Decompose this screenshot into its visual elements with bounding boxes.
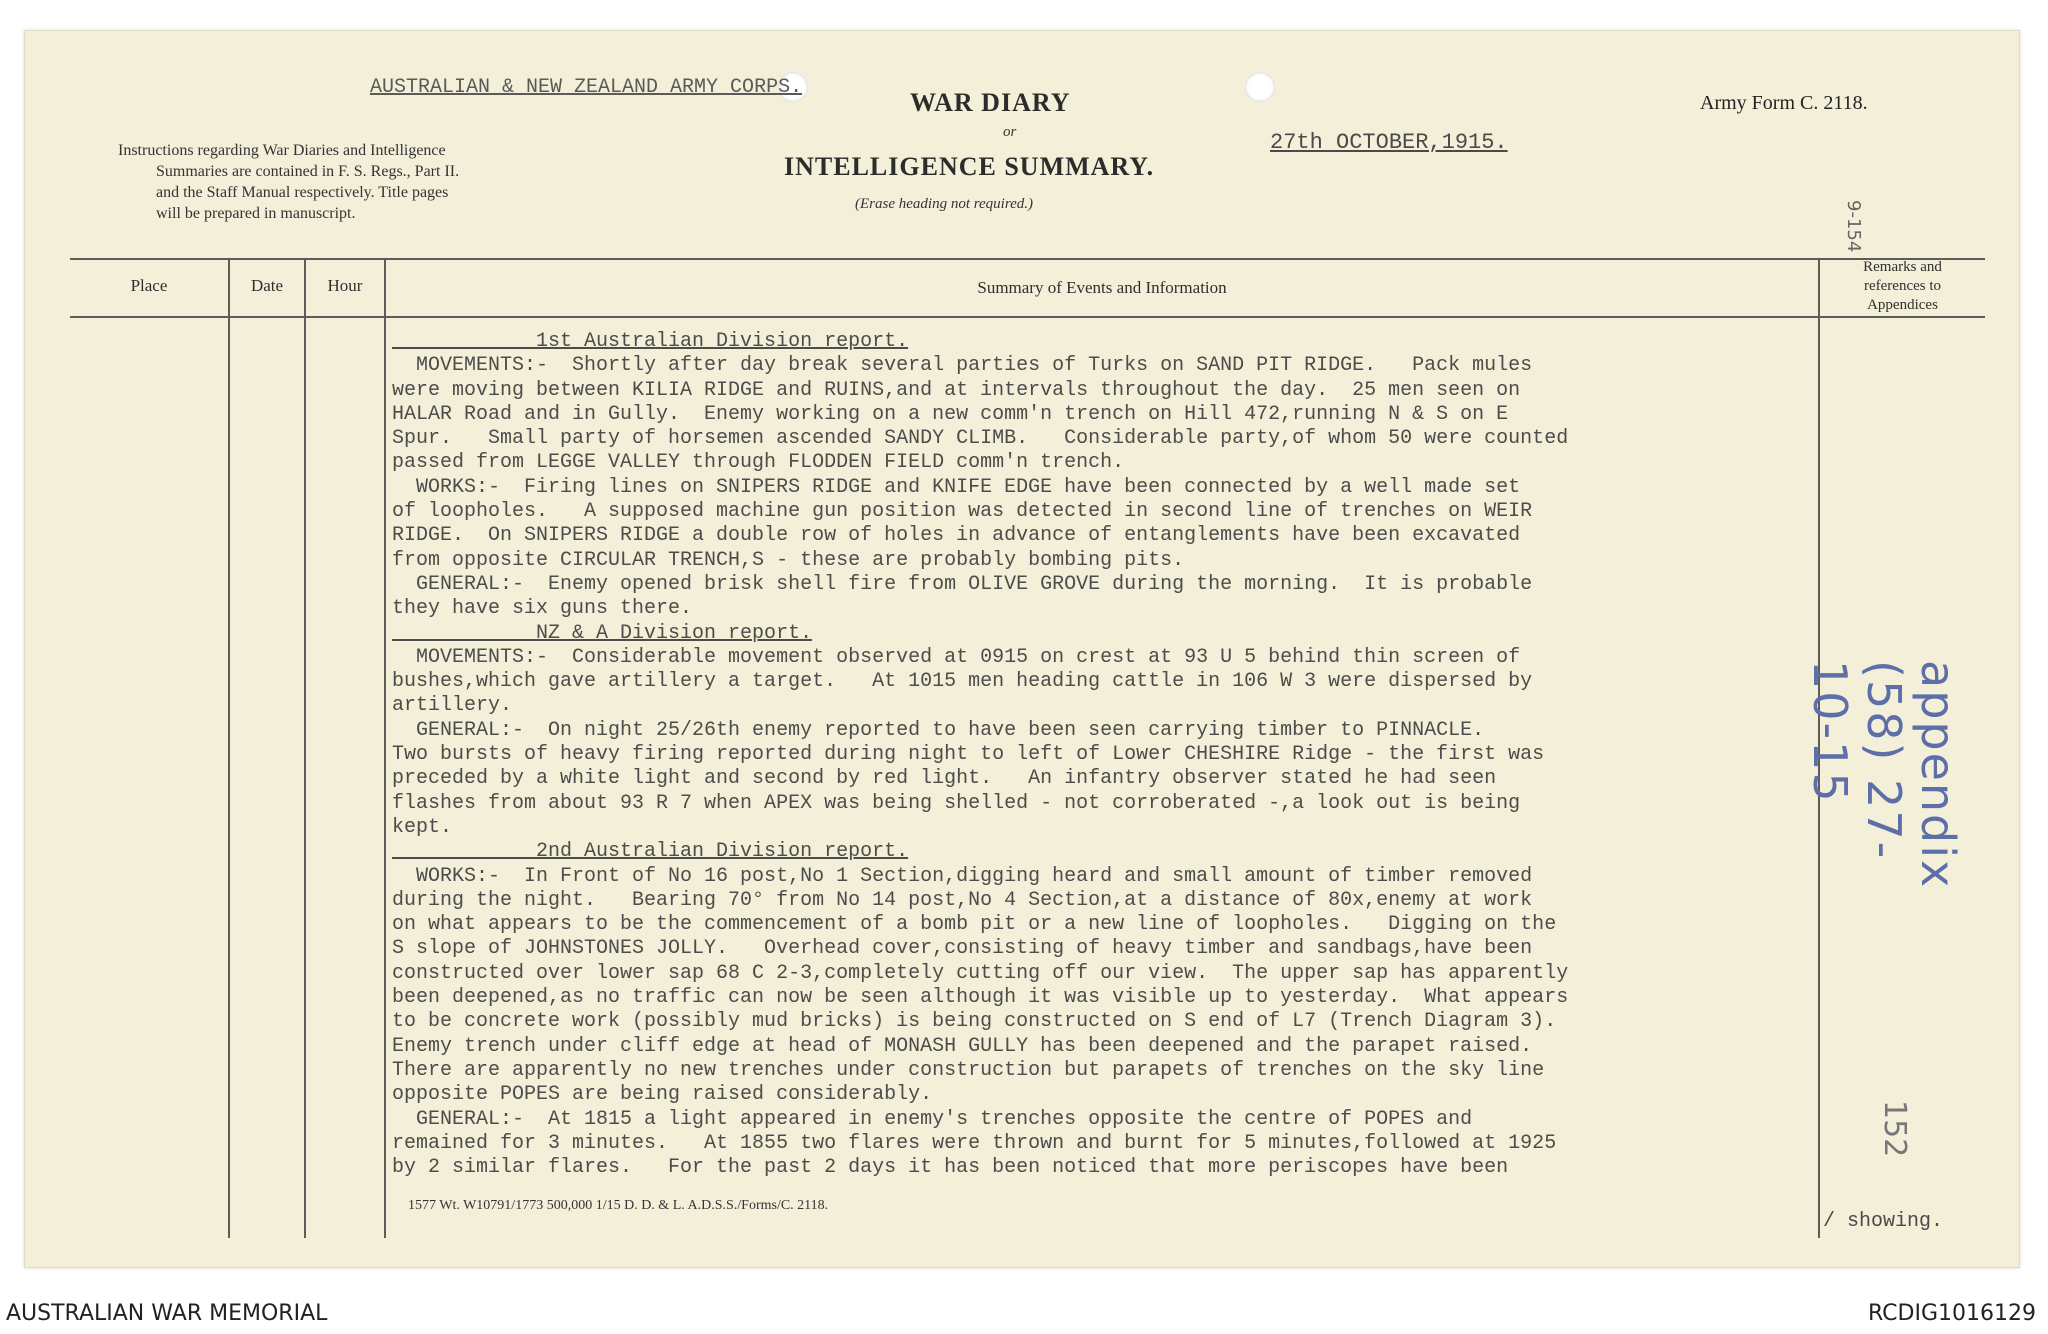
printer-imprint: 1577 Wt. W10791/1773 500,000 1/15 D. D. & L. A.D.S.S./Forms/C. 2118. [408,1198,829,1213]
summary-body [392,330,1842,1180]
summary-line: passed from LEGGE VALLEY through FLODDEN FIELD comm'n trench. [392,451,1125,475]
summary-line: There are apparently no new trenches under construction but parapets of trenches on the sky line [392,1058,1545,1082]
continuation-word: / showing. [1823,1210,1944,1233]
summary-line: flashes from about 93 R 7 when APEX was being shelled - not corroberated -,a look out is being [392,791,1521,815]
handwritten-page-number: 152 [1877,1100,1912,1158]
column-divider-hour [384,258,386,1238]
handwritten-reference: 9-154 [1843,200,1864,253]
summary-line: Spur. Small party of horsemen ascended SANDY CLIMB. Considerable party,of whom 50 were counted [392,427,1569,451]
archive-caption-right: RCDIG1016129 [1867,1301,2036,1326]
summary-line: of loopholes. A supposed machine gun position was detected in second line of trenches on WEIR [392,500,1533,524]
instructions-line: Summaries are contained in F. S. Regs., Part II. [156,163,460,180]
or-label: or [1003,124,1017,140]
summary-line: to be concrete work (possibly mud bricks) is being constructed on S end of L7 (Trench Diagram 3). [392,1010,1557,1034]
summary-line: during the night. Bearing 70° from No 14 post,No 4 Section,at a distance of 80x,enemy at work [392,888,1533,912]
instructions-line: will be prepared in manuscript. [156,205,356,222]
army-form-number: Army Form C. 2118. [1700,92,1868,114]
remarks-header-line: Appendices [1867,297,1938,313]
remarks-header-line: references to [1863,278,1942,294]
summary-line: were moving between KILIA RIDGE and RUINS,and at intervals throughout the day. 25 men seen on [392,378,1521,402]
handwritten-appendix-note: appendix (58) 27-10-15 [1803,660,1965,890]
summary-line: on what appears to be the commencement of a bomb pit or a new line of loopholes. Digging on the [392,913,1557,937]
summary-line: from opposite CIRCULAR TRENCH,S - these are probably bombing pits. [392,548,1185,572]
summary-line: bushes,which gave artillery a target. At 1015 men heading cattle in 106 W 3 were dispersed by [392,670,1533,694]
column-header-remarks [1820,258,1985,315]
column-header-place: Place [130,276,168,295]
erase-note: (Erase heading not required.) [855,196,1034,212]
report-heading: 2nd Australian Division report. [392,840,909,864]
instructions-note [118,140,578,224]
corps-heading: AUSTRALIAN & NEW ZEALAND ARMY CORPS. [370,76,803,99]
summary-line: MOVEMENTS:- Shortly after day break several parties of Turks on SAND PIT RIDGE. Pack mules [392,354,1533,378]
summary-line: WORKS:- Firing lines on SNIPERS RIDGE and KNIFE EDGE have been connected by a well made set [392,475,1521,499]
summary-line: GENERAL:- Enemy opened brisk shell fire from OLIVE GROVE during the morning. It is probable [392,572,1533,596]
column-header-hour: Hour [327,276,363,295]
summary-line: Enemy trench under cliff edge at head of MONASH GULLY has been deepened and the parapet raised. [392,1034,1533,1058]
remarks-header-line: Remarks and [1863,259,1942,275]
summary-line: RIDGE. On SNIPERS RIDGE a double row of holes in advance of entanglements have been excavated [392,524,1521,548]
instructions-line: and the Staff Manual respectively. Title pages [156,184,449,201]
summary-line: artillery. [392,694,513,718]
punch-hole-right [1245,72,1275,102]
table-header-rule [70,316,1985,318]
archive-caption-left: AUSTRALIAN WAR MEMORIAL [6,1301,328,1326]
diary-date: 27th OCTOBER,1915. [1270,130,1508,155]
summary-line: kept. [392,815,453,839]
summary-line: opposite POPES are being raised considerably. [392,1083,933,1107]
summary-line: constructed over lower sap 68 C 2-3,completely cutting off our view. The upper sap has apparently [392,961,1569,985]
summary-line: MOVEMENTS:- Considerable movement observed at 0915 on crest at 93 U 5 behind thin screen of [392,645,1521,669]
summary-line: by 2 similar flares. For the past 2 days it has been noticed that more periscopes have been [392,1156,1509,1180]
summary-line: HALAR Road and in Gully. Enemy working on a new comm'n trench on Hill 472,running N & S on E [392,402,1509,426]
summary-line: Two bursts of heavy firing reported during night to left of Lower CHESHIRE Ridge - the first was [392,743,1545,767]
summary-line: S slope of JOHNSTONES JOLLY. Overhead cover,consisting of heavy timber and sandbags,have been [392,937,1533,961]
intelligence-summary-title: INTELLIGENCE SUMMARY. [784,152,1155,181]
instructions-line: Instructions regarding War Diaries and Intelligence [118,142,446,159]
summary-line: GENERAL:- At 1815 a light appeared in enemy's trenches opposite the centre of POPES and [392,1107,1473,1131]
war-diary-title: WAR DIARY [910,88,1071,117]
summary-line: they have six guns there. [392,597,693,621]
summary-line: WORKS:- In Front of No 16 post,No 1 Section,digging heard and small amount of timber removed [392,864,1533,888]
report-heading: 1st Australian Division report. [392,330,909,353]
summary-line: preceded by a white light and second by red light. An infantry observer stated he had seen [392,767,1497,791]
table-top-rule [70,258,1985,260]
summary-line: remained for 3 minutes. At 1855 two flares were thrown and burnt for 5 minutes,followed at 1925 [392,1131,1557,1155]
column-header-summary: Summary of Events and Information [977,278,1227,297]
summary-line: GENERAL:- On night 25/26th enemy reported to have been seen carrying timber to PINNACLE. [392,718,1485,742]
column-divider-date [304,258,306,1238]
summary-line: been deepened,as no traffic can now be seen although it was visible up to yesterday. What appears [392,986,1569,1010]
column-header-date: Date [250,276,284,295]
report-heading: NZ & A Division report. [392,621,813,645]
column-divider-place [228,258,230,1238]
